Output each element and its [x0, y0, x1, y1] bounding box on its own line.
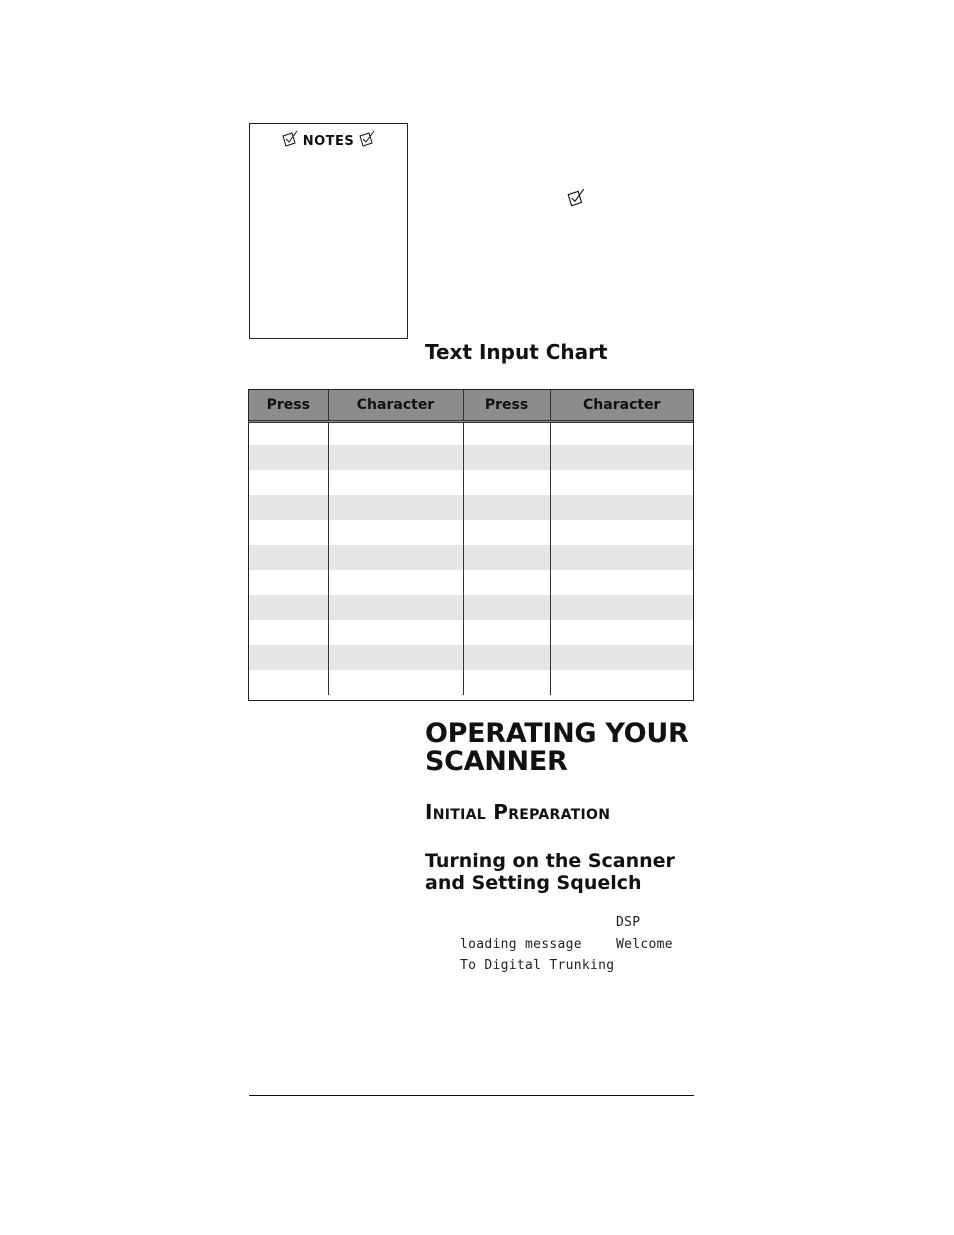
table-cell: [550, 570, 693, 595]
table-cell: [249, 645, 328, 670]
table-cell: [328, 595, 463, 620]
col-header-press: Press: [249, 390, 328, 422]
subheading-line2: and Setting Squelch: [425, 872, 642, 894]
table-cell: [550, 422, 693, 446]
text-input-table: [248, 389, 694, 701]
subheading-turning-on: [425, 850, 675, 894]
notes-box: [249, 123, 408, 339]
table-cell: [249, 545, 328, 570]
note-check-icon: [566, 188, 586, 208]
lcd-text-dsp: DSP: [616, 915, 641, 930]
table-cell: [249, 520, 328, 545]
subheading-line1: Turning on the Scanner: [425, 850, 675, 872]
note-check-icon: [281, 130, 299, 148]
col-header-character: Character: [550, 390, 693, 422]
table-cell: [550, 645, 693, 670]
table-row: [249, 445, 693, 470]
table-cell: [463, 545, 550, 570]
footer-rule: [249, 1095, 694, 1096]
col-header-press: Press: [463, 390, 550, 422]
table-cell: [550, 670, 693, 695]
table-cell: [249, 570, 328, 595]
note-check-icon: [358, 130, 376, 148]
notes-header: [250, 130, 407, 149]
lcd-text-welcome: Welcome: [616, 937, 673, 952]
table-cell: [249, 470, 328, 495]
table-row: [249, 570, 693, 595]
table-cell: [463, 445, 550, 470]
lcd-text-trunking: To Digital Trunking: [460, 958, 615, 973]
table-cell: [328, 495, 463, 520]
table-cell: [328, 520, 463, 545]
table-row: [249, 422, 693, 446]
table-cell: [550, 595, 693, 620]
table-cell: [249, 620, 328, 645]
table-cell: [550, 495, 693, 520]
table-cell: [463, 520, 550, 545]
table-row: [249, 470, 693, 495]
section-title: Text Input Chart: [425, 340, 608, 364]
table-cell: [463, 495, 550, 520]
table-cell: [249, 670, 328, 695]
table-cell: [550, 545, 693, 570]
table-cell: [249, 422, 328, 446]
col-header-character: Character: [328, 390, 463, 422]
table-header-row: [249, 390, 693, 422]
subheading-initial-preparation: Initial Preparation: [425, 800, 611, 824]
table-cell: [463, 570, 550, 595]
table-cell: [249, 445, 328, 470]
chapter-heading-line1: OPERATING YOUR: [425, 718, 689, 749]
table-row: [249, 495, 693, 520]
table-cell: [249, 595, 328, 620]
table-cell: [328, 570, 463, 595]
chapter-heading: [425, 720, 688, 776]
table-cell: [328, 545, 463, 570]
table-cell: [463, 620, 550, 645]
table-row: [249, 545, 693, 570]
table-row: [249, 670, 693, 695]
lcd-text-loading: loading message: [460, 937, 582, 952]
table-cell: [328, 645, 463, 670]
table-cell: [328, 620, 463, 645]
table-cell: [328, 445, 463, 470]
table-cell: [328, 670, 463, 695]
table-cell: [463, 422, 550, 446]
table-cell: [463, 470, 550, 495]
table-cell: [463, 670, 550, 695]
table-cell: [550, 470, 693, 495]
table-cell: [463, 595, 550, 620]
table-cell: [463, 645, 550, 670]
table-cell: [550, 520, 693, 545]
table-cell: [328, 422, 463, 446]
notes-label: NOTES: [302, 134, 355, 149]
table-row: [249, 595, 693, 620]
table-row: [249, 645, 693, 670]
chapter-heading-line2: SCANNER: [425, 746, 568, 777]
table-cell: [249, 495, 328, 520]
table-row: [249, 520, 693, 545]
table-row: [249, 620, 693, 645]
table-cell: [550, 620, 693, 645]
table-cell: [550, 445, 693, 470]
table-cell: [328, 470, 463, 495]
